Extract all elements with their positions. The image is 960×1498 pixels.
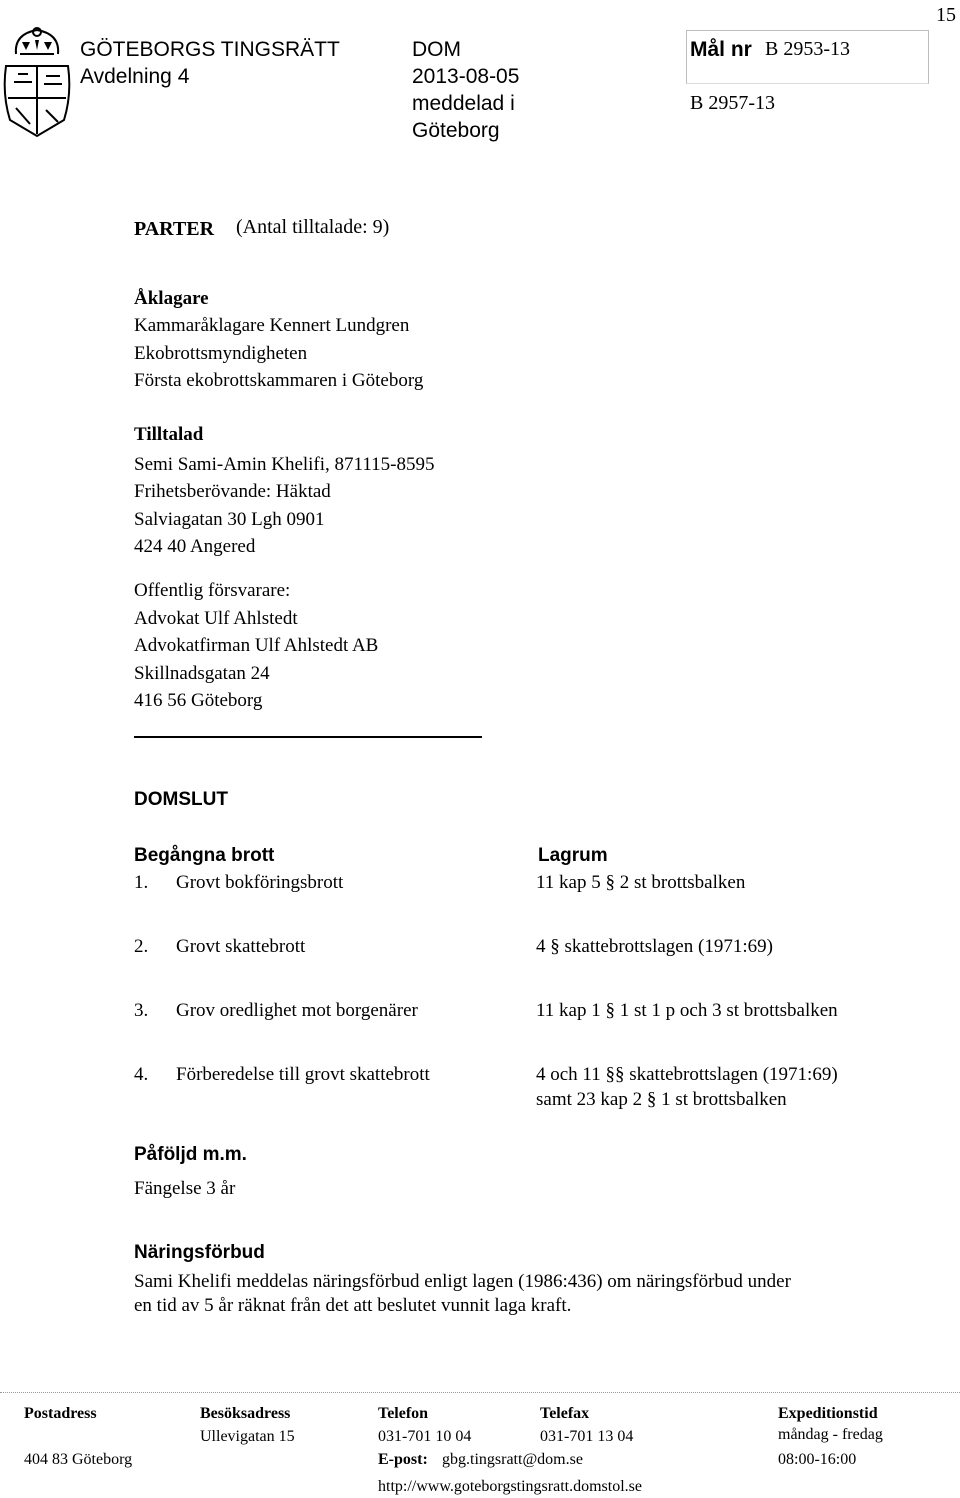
footer-hours-days: måndag - fredag: [778, 1426, 883, 1443]
crime-law: 4 § skattebrottslagen (1971:69): [536, 936, 773, 957]
defendant-line: Semi Sami-Amin Khelifi, 871115-8595: [134, 454, 435, 475]
crimes-column-heading: Begångna brott: [134, 845, 275, 866]
defendant-count: (Antal tilltalade: 9): [236, 216, 390, 238]
coat-of-arms-emblem: [0, 24, 74, 144]
footer-postal-value: 404 83 Göteborg: [24, 1451, 133, 1468]
footer-postal-label: Postadress: [24, 1405, 97, 1422]
prosecutor-line: Första ekobrottskammaren i Göteborg: [134, 370, 424, 391]
prosecutor-line: Ekobrottsmyndigheten: [134, 343, 308, 364]
footer-fax-label: Telefax: [540, 1405, 590, 1422]
crime-number: 3.: [134, 1000, 149, 1021]
footer-visit-label: Besöksadress: [200, 1405, 291, 1422]
page-number: 15: [936, 4, 956, 26]
crime-law-continued: samt 23 kap 2 § 1 st brottsbalken: [536, 1089, 787, 1110]
case-number-label: Mål nr: [690, 38, 752, 61]
document-type: DOM: [412, 38, 461, 61]
issued-label: meddelad i: [412, 92, 515, 115]
sanction-text: Fängelse 3 år: [134, 1178, 236, 1199]
counsel-line: 416 56 Göteborg: [134, 690, 263, 711]
section-divider: [134, 736, 482, 738]
crime-law: 11 kap 5 § 2 st brottsbalken: [536, 872, 746, 893]
ban-text: en tid av 5 år räknat från det att beslutet vunnit laga kraft.: [134, 1295, 572, 1316]
case-number-1: B 2953-13: [765, 38, 850, 60]
prosecutor-heading: Åklagare: [134, 288, 209, 309]
court-department: Avdelning 4: [80, 65, 190, 88]
crime-number: 4.: [134, 1064, 149, 1085]
footer-email-label: E-post:: [378, 1451, 428, 1468]
prosecutor-line: Kammaråklagare Kennert Lundgren: [134, 315, 410, 336]
crime-name: Grovt bokföringsbrott: [176, 872, 344, 893]
footer-email-value[interactable]: gbg.tingsratt@dom.se: [442, 1451, 583, 1468]
footer-fax-value: 031-701 13 04: [540, 1428, 634, 1445]
crime-number: 2.: [134, 936, 149, 957]
crime-name: Förberedelse till grovt skattebrott: [176, 1064, 430, 1085]
crime-law: 4 och 11 §§ skattebrottslagen (1971:69): [536, 1064, 838, 1085]
counsel-line: Advokatfirman Ulf Ahlstedt AB: [134, 635, 379, 656]
footer-website-link[interactable]: http://www.goteborgstingsratt.domstol.se: [378, 1478, 642, 1495]
counsel-line: Skillnadsgatan 24: [134, 663, 270, 684]
case-number-2: B 2957-13: [690, 92, 775, 114]
sanction-heading: Påföljd m.m.: [134, 1144, 247, 1165]
judgment-heading: DOMSLUT: [134, 789, 228, 810]
crime-law: 11 kap 1 § 1 st 1 p och 3 st brottsbalken: [536, 1000, 838, 1021]
crime-name: Grovt skattebrott: [176, 936, 306, 957]
defendant-line: Salviagatan 30 Lgh 0901: [134, 509, 325, 530]
court-name: GÖTEBORGS TINGSRÄTT: [80, 38, 340, 61]
footer-phone-label: Telefon: [378, 1405, 429, 1422]
footer-visit-value: Ullevigatan 15: [200, 1428, 295, 1445]
footer-hours-label: Expeditionstid: [778, 1405, 878, 1422]
law-column-heading: Lagrum: [538, 845, 608, 866]
defendant-heading: Tilltalad: [134, 424, 204, 445]
ban-text: Sami Khelifi meddelas näringsförbud enligt lagen (1986:436) om näringsförbud under: [134, 1271, 791, 1292]
defendant-line: 424 40 Angered: [134, 536, 256, 557]
counsel-line: Offentlig försvarare:: [134, 580, 291, 601]
footer-hours-time: 08:00-16:00: [778, 1451, 857, 1468]
parties-heading: PARTER: [134, 218, 215, 240]
footer-divider: [0, 1392, 960, 1393]
defendant-line: Frihetsberövande: Häktad: [134, 481, 331, 502]
counsel-line: Advokat Ulf Ahlstedt: [134, 608, 298, 629]
issued-city: Göteborg: [412, 119, 500, 142]
crime-number: 1.: [134, 872, 149, 893]
document-date: 2013-08-05: [412, 65, 520, 88]
crime-name: Grov oredlighet mot borgenärer: [176, 1000, 418, 1021]
ban-heading: Näringsförbud: [134, 1242, 265, 1263]
footer-phone-value: 031-701 10 04: [378, 1428, 472, 1445]
